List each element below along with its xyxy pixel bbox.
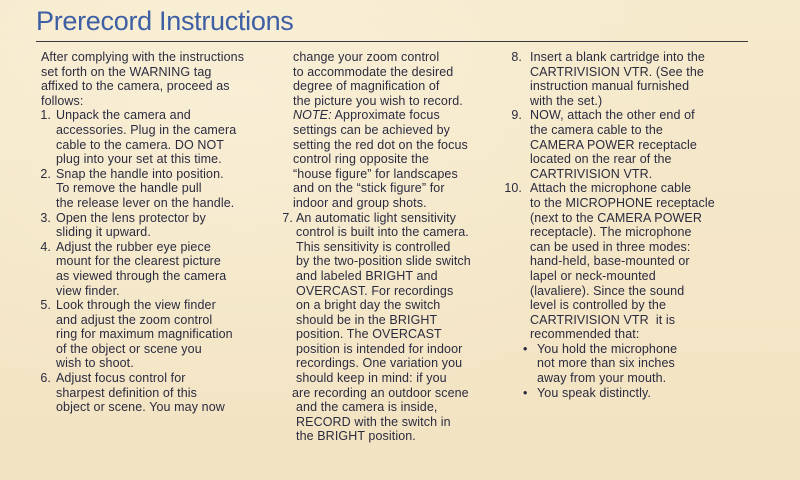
text-line: setting the red dot on the focus — [293, 137, 468, 152]
text-line: Open the lens protector by — [56, 210, 206, 225]
text-line: To remove the handle pull — [56, 181, 202, 196]
step-number: 9. — [511, 108, 522, 123]
step-number: 7. — [282, 210, 293, 225]
text-line: recommended that: — [530, 327, 640, 342]
text-line: as viewed through the camera — [56, 268, 227, 283]
page-title: Prerecord Instructions — [36, 6, 294, 36]
text-line: instruction manual furnished — [530, 79, 690, 94]
text-line: should be in the BRIGHT — [296, 312, 438, 327]
text-line: (next to the CAMERA POWER — [530, 210, 702, 225]
text-line: accessories. Plug in the camera — [56, 122, 237, 137]
text-line: CARTRIVISION VTR. — [530, 166, 653, 181]
text-line: RECORD with the switch in — [296, 414, 451, 429]
text-line: sharpest definition of this — [56, 385, 197, 400]
text-line: located on the rear of the — [530, 152, 672, 167]
step-number: 3. — [40, 210, 51, 225]
note-text: Approximate focus — [331, 108, 440, 123]
text-line: and adjust the zoom control — [56, 312, 213, 327]
text-line: (lavaliere). Since the sound — [530, 283, 685, 298]
text-line: indoor and group shots. — [293, 195, 427, 210]
text-line: Adjust focus control for — [56, 371, 186, 386]
text-line: After complying with the instructions — [41, 50, 245, 64]
bullet-glyph: • — [523, 385, 528, 400]
text-line: Snap the handle into position. — [56, 166, 224, 181]
text-line: view finder. — [56, 283, 120, 298]
step-6 — [41, 371, 266, 415]
step-number: 5. — [40, 298, 51, 313]
text-line: the picture you wish to record. — [293, 93, 463, 108]
step-number: 4. — [40, 239, 51, 254]
text-line: object or scene. You may now — [56, 400, 225, 415]
text-line: NOW, attach the other end of — [530, 108, 695, 123]
text-line: follows: — [41, 93, 84, 108]
text-line: You hold the microphone — [537, 341, 678, 356]
text-line: set forth on the WARNING tag — [41, 64, 212, 79]
text-line: Insert a blank cartridge into the — [530, 50, 705, 64]
text-line: the BRIGHT position. — [296, 429, 416, 444]
text-line: and the camera is inside, — [296, 400, 438, 415]
text-line: are recording an outdoor scene — [292, 385, 469, 400]
step-9 — [508, 108, 748, 181]
text-line: You speak distinctly. — [537, 385, 651, 400]
note-first-line — [293, 108, 500, 123]
step-number: 8. — [511, 50, 522, 64]
text-line: This sensitivity is controlled — [296, 239, 451, 254]
text-line: Attach the microphone cable — [530, 181, 692, 196]
text-line: and labeled BRIGHT and — [296, 268, 438, 283]
step-8 — [508, 50, 748, 108]
step-number: 1. — [40, 108, 51, 123]
bullet-glyph: • — [523, 341, 528, 356]
intro-paragraph — [41, 50, 266, 108]
text-line: and on the “stick figure” for — [293, 181, 445, 196]
column-2 — [275, 50, 500, 444]
text-line: degree of magnification of — [293, 79, 440, 94]
text-line: position. The OVERCAST — [296, 327, 442, 342]
step-7 — [275, 211, 500, 445]
text-line: the release lever on the handle. — [56, 195, 235, 210]
text-line: mount for the clearest picture — [56, 254, 221, 269]
text-line: settings can be achieved by — [293, 122, 450, 137]
text-line: OVERCAST. For recordings — [296, 283, 454, 298]
text-line: Look through the view finder — [56, 298, 216, 313]
text-line: to the MICROPHONE receptacle — [530, 195, 715, 210]
text-line: the camera cable to the — [530, 122, 663, 137]
text-line: cable to the camera. DO NOT — [56, 137, 225, 152]
text-line: wish to shoot. — [56, 356, 134, 371]
text-line: level is controlled by the — [530, 298, 667, 313]
text-line: to accommodate the desired — [293, 64, 454, 79]
text-line: Adjust the rubber eye piece — [56, 239, 211, 254]
step-3 — [41, 211, 266, 240]
step-10 — [504, 181, 748, 342]
text-line: An automatic light sensitivity — [296, 210, 457, 225]
step-4 — [41, 240, 266, 298]
text-line: with the set.) — [530, 93, 603, 108]
text-line: not more than six inches — [537, 356, 675, 371]
text-line: Unpack the camera and — [56, 108, 191, 123]
step-6-continued — [275, 50, 500, 211]
step-2 — [41, 167, 266, 211]
bullet-item-1 — [508, 342, 748, 386]
note-label: NOTE: — [293, 108, 332, 123]
column-3 — [504, 50, 748, 400]
text-line: position is intended for indoor — [296, 341, 463, 356]
text-line: change your zoom control — [293, 50, 440, 64]
step-number: 6. — [40, 371, 51, 386]
text-line: affixed to the camera, proceed as — [41, 79, 230, 94]
text-line: receptacle). The microphone — [530, 225, 692, 240]
step-number: 10. — [504, 181, 522, 196]
text-line: lapel or neck-mounted — [530, 268, 656, 283]
title-rule — [36, 41, 748, 42]
text-line: CARTRIVISION VTR. (See the — [530, 64, 704, 79]
text-line: can be used in three modes: — [530, 239, 691, 254]
text-line: by the two-position slide switch — [296, 254, 471, 269]
text-line: plug into your set at this time. — [56, 152, 222, 167]
step-5 — [41, 298, 266, 371]
column-1 — [41, 50, 266, 415]
text-line: hand-held, base-mounted or — [530, 254, 690, 269]
step-1 — [41, 108, 266, 166]
text-line: control is built into the camera. — [296, 225, 469, 240]
text-line: should keep in mind: if you — [296, 371, 447, 386]
text-line: of the object or scene you — [56, 341, 202, 356]
text-line: ring for maximum magnification — [56, 327, 233, 342]
text-line: control ring opposite the — [293, 152, 429, 167]
text-line: recordings. One variation you — [296, 356, 463, 371]
step-number: 2. — [40, 166, 51, 181]
text-line: away from your mouth. — [537, 371, 667, 386]
text-line: on a bright day the switch — [296, 298, 441, 313]
text-line: CAMERA POWER receptacle — [530, 137, 697, 152]
text-line: “house figure” for landscapes — [293, 166, 458, 181]
text-line: sliding it upward. — [56, 225, 151, 240]
bullet-item-2 — [508, 386, 748, 401]
text-line: CARTRIVISION VTR it is — [530, 312, 676, 327]
